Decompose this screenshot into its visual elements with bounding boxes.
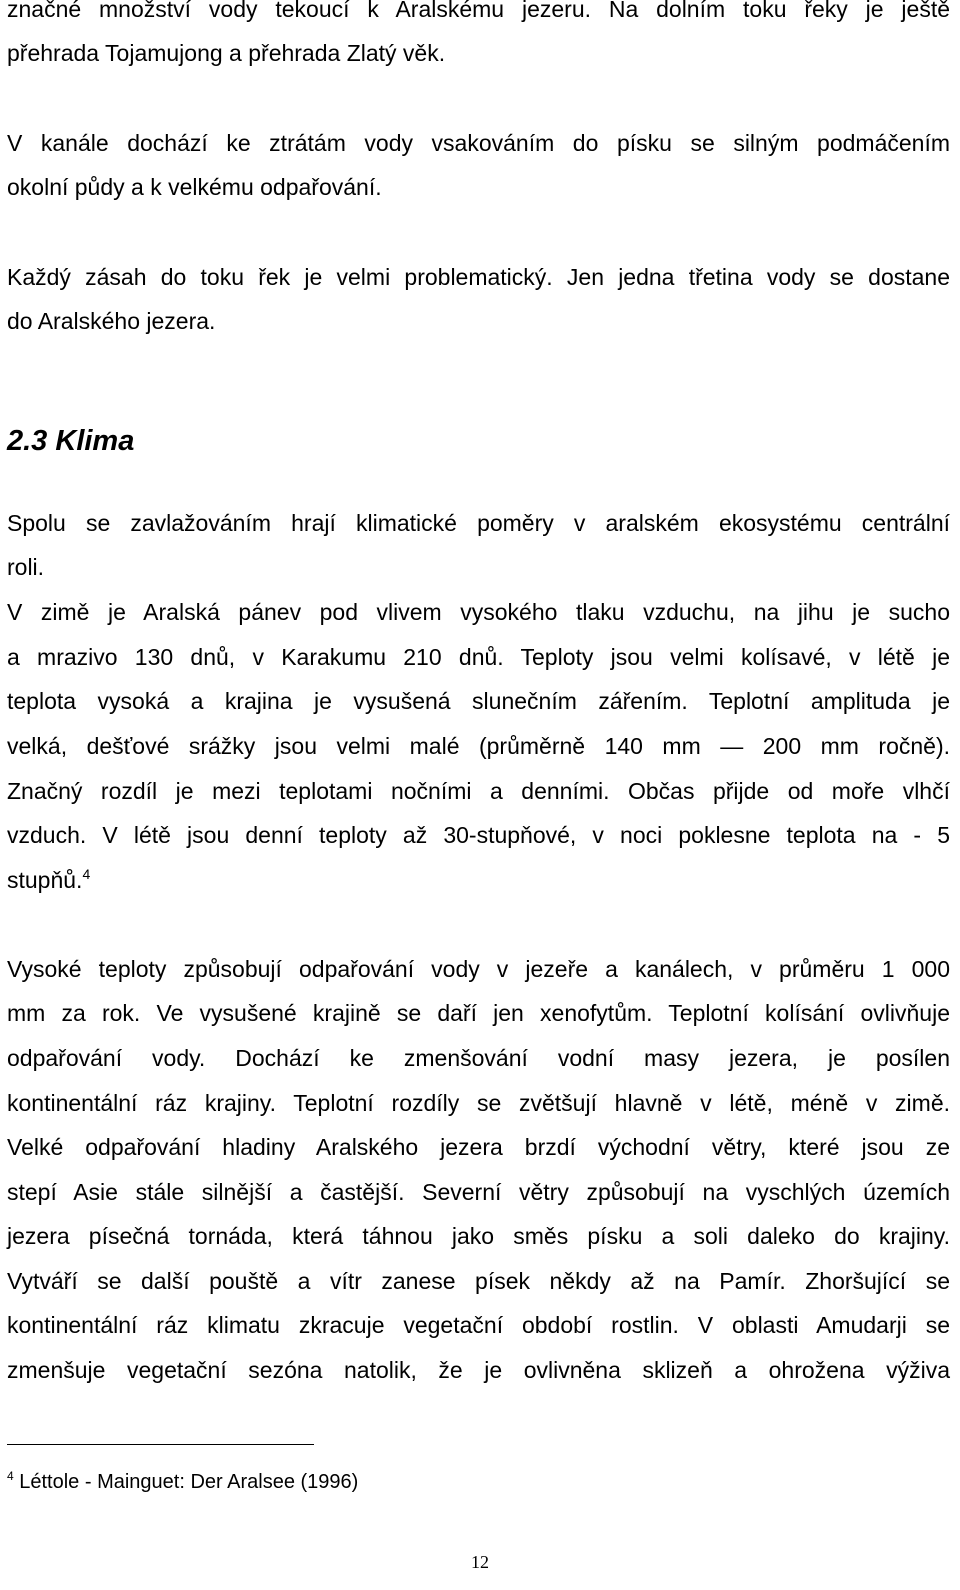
text-line: V zimě je Aralská pánev pod vlivem vysokého tlaku vzduchu, na jihu je sucho [7,599,950,625]
text-line: stupňů. [7,867,83,893]
text-line: značné množství vody tekoucí k Aralskému jezeru. Na dolním toku řeky je ještě [7,0,950,22]
text-line: jezera písečná tornáda, která táhnou jako směs písku a soli daleko do krajiny. [7,1223,950,1249]
text-line-with-footnote-ref [7,865,950,895]
footnote-separator [7,1444,314,1445]
section-heading: 2.3 Klima [7,425,135,457]
text-line: mm za rok. Ve vysušené krajině se daří jen xenofytům. Teplotní kolísání ovlivňuje [7,1000,950,1026]
text-line: Každý zásah do toku řek je velmi problematický. Jen jedna třetina vody se dostane [7,264,950,290]
text-line: kontinentální ráz krajiny. Teplotní rozdíly se zvětšují hlavně v létě, méně v zimě. [7,1090,950,1116]
text-line: Vytváří se další pouště a vítr zanese písek někdy až na Pamír. Zhoršující se [7,1268,950,1294]
text-line: roli. [7,554,45,580]
text-line: kontinentální ráz klimatu zkracuje vegetační období rostlin. V oblasti Amudarji se [7,1312,950,1338]
text-line: odpařování vody. Dochází ke zmenšování vodní masy jezera, je posílen [7,1045,950,1071]
text-line: Spolu se zavlažováním hrají klimatické poměry v aralském ekosystému centrální [7,510,950,536]
text-line: přehrada Tojamujong a přehrada Zlatý věk. [7,40,446,66]
text-line: do Aralského jezera. [7,308,216,334]
text-line: zmenšuje vegetační sezóna natolik, že je ovlivněna sklizeň a ohrožena výživa [7,1357,950,1383]
footnote [7,1468,358,1496]
text-line: a mrazivo 130 dnů, v Karakumu 210 dnů. Teploty jsou velmi kolísavé, v létě je [7,644,950,670]
footnote-number: 4 [7,1469,14,1483]
text-line: Vysoké teploty způsobují odpařování vody v jezeře a kanálech, v průměru 1 000 [7,956,950,982]
text-line: stepí Asie stále silnější a častější. Severní větry způsobují na vyschlých územích [7,1179,950,1205]
text-line: teplota vysoká a krajina je vysušená slunečním zářením. Teplotní amplituda je [7,688,950,714]
text-line: V kanále dochází ke ztrátám vody vsakováním do písku se silným podmáčením [7,130,950,156]
text-line: vzduch. V létě jsou denní teploty až 30-stupňové, v noci poklesne teplota na - 5 [7,822,950,848]
text-line: velká, dešťové srážky jsou velmi malé (průměrně 140 mm — 200 mm ročně). [7,733,950,759]
page-number: 12 [471,1552,489,1572]
text-line: Velké odpařování hladiny Aralského jezera brzdí východní větry, které jsou ze [7,1134,950,1160]
text-line: okolní půdy a k velkému odpařování. [7,174,382,200]
text-line: Značný rozdíl je mezi teplotami nočními a denními. Občas přijde od moře vlhčí [7,778,950,804]
footnote-reference: 4 [82,866,91,882]
footnote-text: Léttole - Mainguet: Der Aralsee (1996) [19,1471,359,1493]
